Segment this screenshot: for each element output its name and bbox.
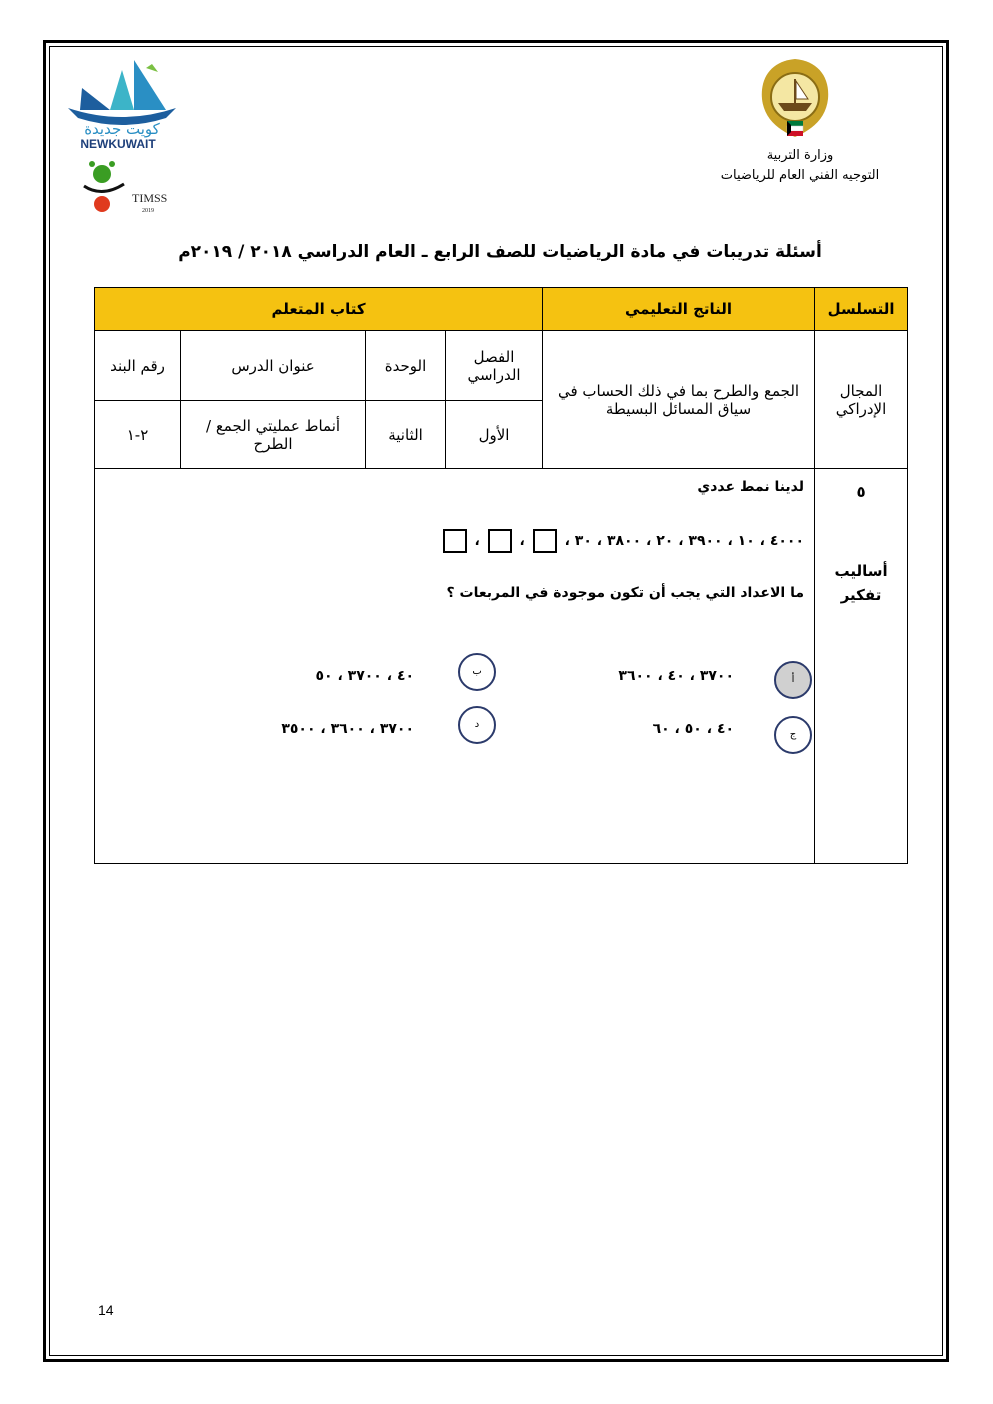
pattern-separator-1: ، — [519, 533, 525, 549]
lesson-header: عنوان الدرس — [181, 331, 366, 401]
option-b-text: ٤٠ ، ٣٧٠٠ ، ٥٠ — [315, 668, 415, 684]
question-body-cell — [95, 469, 815, 864]
unit-value: الثانية — [366, 401, 446, 469]
question-prompt: ما الاعداد التي يجب أن تكون موجودة في المربعات ؟ — [446, 585, 805, 601]
newkuwait-arabic-text: كويت جديدة — [84, 120, 160, 138]
outcome-text: الجمع والطرح بما في ذلك الحساب في سياق المسائل البسيطة — [543, 331, 815, 469]
newkuwait-english-text: NEWKUWAIT — [80, 137, 156, 150]
question-number: ٥ — [856, 483, 866, 501]
table-header-row — [95, 288, 908, 331]
question-category: أساليب تفكير — [834, 562, 888, 604]
unit-header: الوحدة — [366, 331, 446, 401]
option-c-text: ٤٠ ، ٥٠ ، ٦٠ — [652, 721, 735, 737]
option-b-bubble[interactable]: ب — [458, 653, 496, 691]
header-sequence: التسلسل — [815, 288, 908, 331]
item-number-value: ٢-١ — [95, 401, 181, 469]
document-title: أسئلة تدريبات في مادة الرياضيات للصف الرابع ـ العام الدراسي ٢٠١٨ / ٢٠١٩م — [178, 242, 822, 262]
page-number: 14 — [98, 1302, 114, 1318]
timss-logo — [80, 158, 180, 218]
sub-header-row — [95, 331, 908, 401]
option-a-bubble[interactable]: أ — [774, 661, 812, 699]
header-learner-book: كتاب المتعلم — [95, 288, 543, 331]
question-area — [95, 469, 814, 863]
domain-label: المجال الإدراكي — [815, 331, 908, 469]
kuwait-emblem — [758, 57, 832, 147]
ministry-block — [700, 146, 900, 186]
option-d-text: ٣٧٠٠ ، ٣٦٠٠ ، ٣٥٠٠ — [281, 721, 415, 737]
number-pattern — [440, 529, 804, 553]
newkuwait-logo — [62, 58, 182, 150]
blank-box-3 — [443, 529, 467, 553]
question-row — [95, 469, 908, 864]
ministry-name: وزارة التربية — [766, 148, 834, 163]
blank-box-2 — [488, 529, 512, 553]
option-a-text: ٣٧٠٠ ، ٤٠ ، ٣٦٠٠ — [618, 668, 735, 684]
lesson-value: أنماط عمليتي الجمع / الطرح — [181, 401, 366, 469]
semester-value: الأول — [446, 401, 543, 469]
blank-box-1 — [533, 529, 557, 553]
question-table — [94, 287, 908, 864]
header-outcome: الناتج التعليمي — [543, 288, 815, 331]
timss-text: TIMSS — [132, 191, 168, 205]
pattern-separator-2: ، — [474, 533, 480, 549]
question-intro: لدينا نمط عددي — [697, 479, 805, 495]
semester-header: الفصل الدراسي — [446, 331, 543, 401]
timss-year-text: 2019 — [142, 208, 154, 214]
department-name: التوجيه الفني العام للرياضيات — [720, 168, 880, 183]
option-c-bubble[interactable]: ج — [774, 716, 812, 754]
option-d-bubble[interactable]: د — [458, 706, 496, 744]
question-meta-cell — [815, 469, 908, 864]
pattern-text: ٤٠٠٠ ، ١٠ ، ٣٩٠٠ ، ٢٠ ، ٣٨٠٠ ، ٣٠ ، — [564, 533, 805, 549]
item-number-header: رقم البند — [95, 331, 181, 401]
